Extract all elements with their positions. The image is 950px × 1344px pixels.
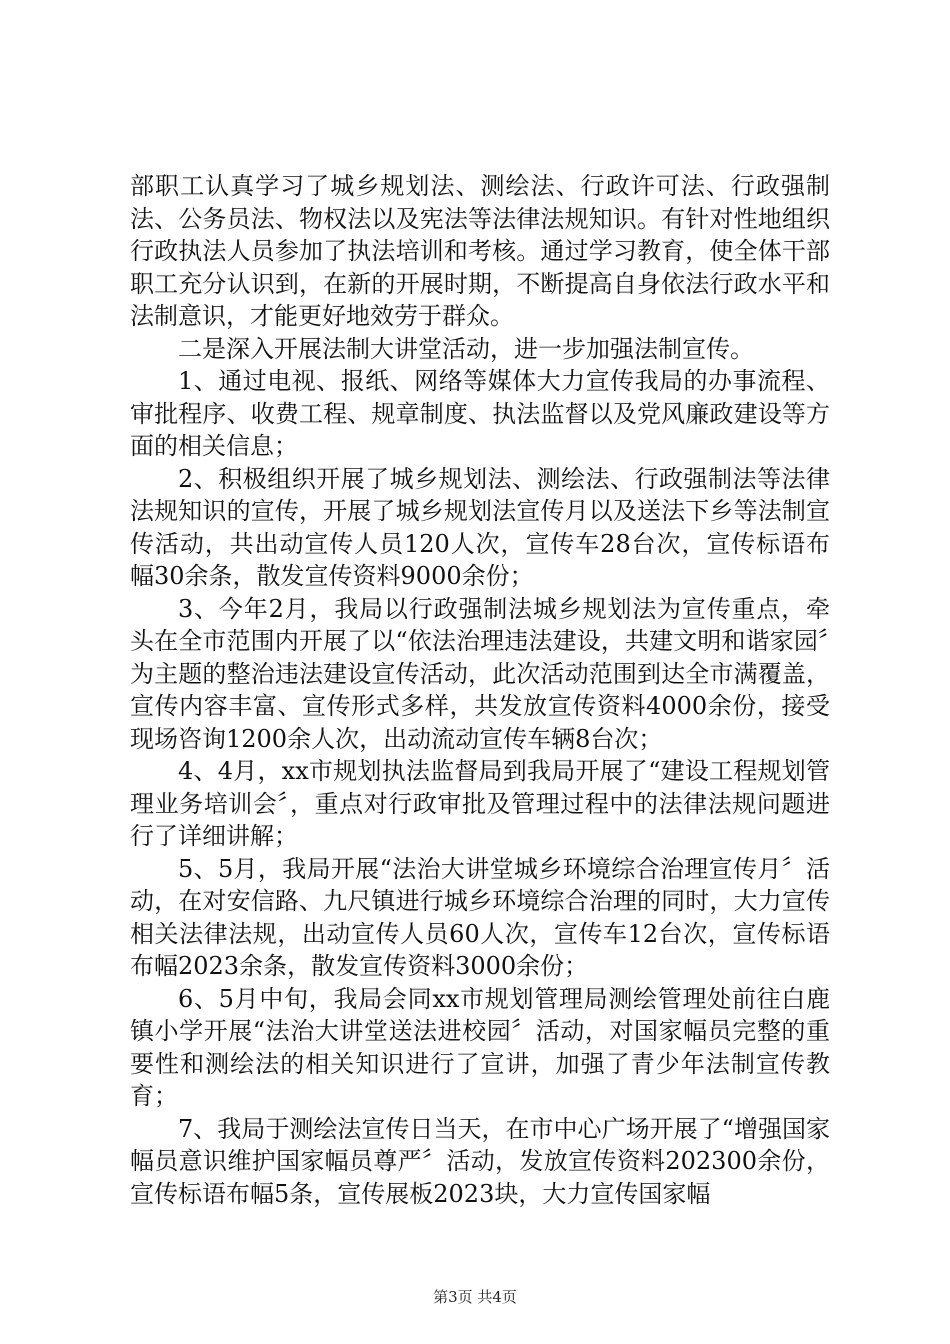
paragraph-item-7: 7、我局于测绘法宣传日当天，在市中心广场开展了“增强国家幅员意识维护国家幅员尊严〞活动，发放宣传资料202300余份，宣传标语布幅5条，宣传展板2023块，大力宣传国家幅 (130, 1114, 830, 1208)
paragraph-item-6: 6、5月中旬，我局会同xx市规划管理局测绘管理处前往白鹿镇小学开展“法治大讲堂送法进校园〞活动，对国家幅员完整的重要性和测绘法的相关知识进行了宣讲，加强了青少年法制宣传教育； (130, 984, 830, 1110)
paragraph-item-1: 1、通过电视、报纸、网络等媒体大力宣传我局的办事流程、审批程序、收费工程、规章制度、执法监督以及党风廉政建设等方面的相关信息； (130, 367, 830, 460)
page-number-footer: 第3页 共4页 (433, 1288, 517, 1306)
paragraph-item-2: 2、积极组织开展了城乡规划法、测绘法、行政强制法等法律法规知识的宣传，开展了城乡规划法宣传月以及送法下乡等法制宣传活动，共出动宣传人员120人次，宣传车28台次，宣传标语布幅30余条，散发宣传资料9000余份； (130, 464, 830, 590)
paragraph-item-4: 4、4月，xx市规划执法监督局到我局开展了“建设工程规划管理业务培训会〞，重点对行政审批及管理过程中的法律法规问题进行了详细讲解； (130, 757, 830, 850)
paragraph-section-heading: 二是深入开展法制大讲堂活动，进一步加强法制宣传。 (178, 334, 754, 363)
paragraph-item-3: 3、今年2月，我局以行政强制法城乡规划法为宣传重点，牵头在全市范围内开展了以“依法治理违法建设，共建文明和谐家园〞为主题的整治违法建设宣传活动，此次活动范围到达全市满覆盖，宣传内容丰富、宣传形式多样，共发放宣传资料4000余份，接受现场咨询1200余人次，出动流动宣传车辆8台次； (130, 594, 830, 753)
document-body (130, 170, 830, 1210)
paragraph-continuation: 部职工认真学习了城乡规划法、测绘法、行政许可法、行政强制法、公务员法、物权法以及宪法等法律法规知识。有针对性地组织行政执法人员参加了执法培训和考核。通过学习教育，使全体干部职工充分认识到，在新的开展时期，不断提高自身依法行政水平和法制意识，才能更好地效劳于群众。 (130, 172, 830, 330)
paragraph-item-5: 5、5月，我局开展“法治大讲堂城乡环境综合治理宣传月〞活动，在对安信路、九尺镇进行城乡环境综合治理的同时，大力宣传相关法律法规，出动宣传人员60人次，宣传车12台次，宣传标语布幅2023余条，散发宣传资料3000余份； (130, 854, 830, 980)
